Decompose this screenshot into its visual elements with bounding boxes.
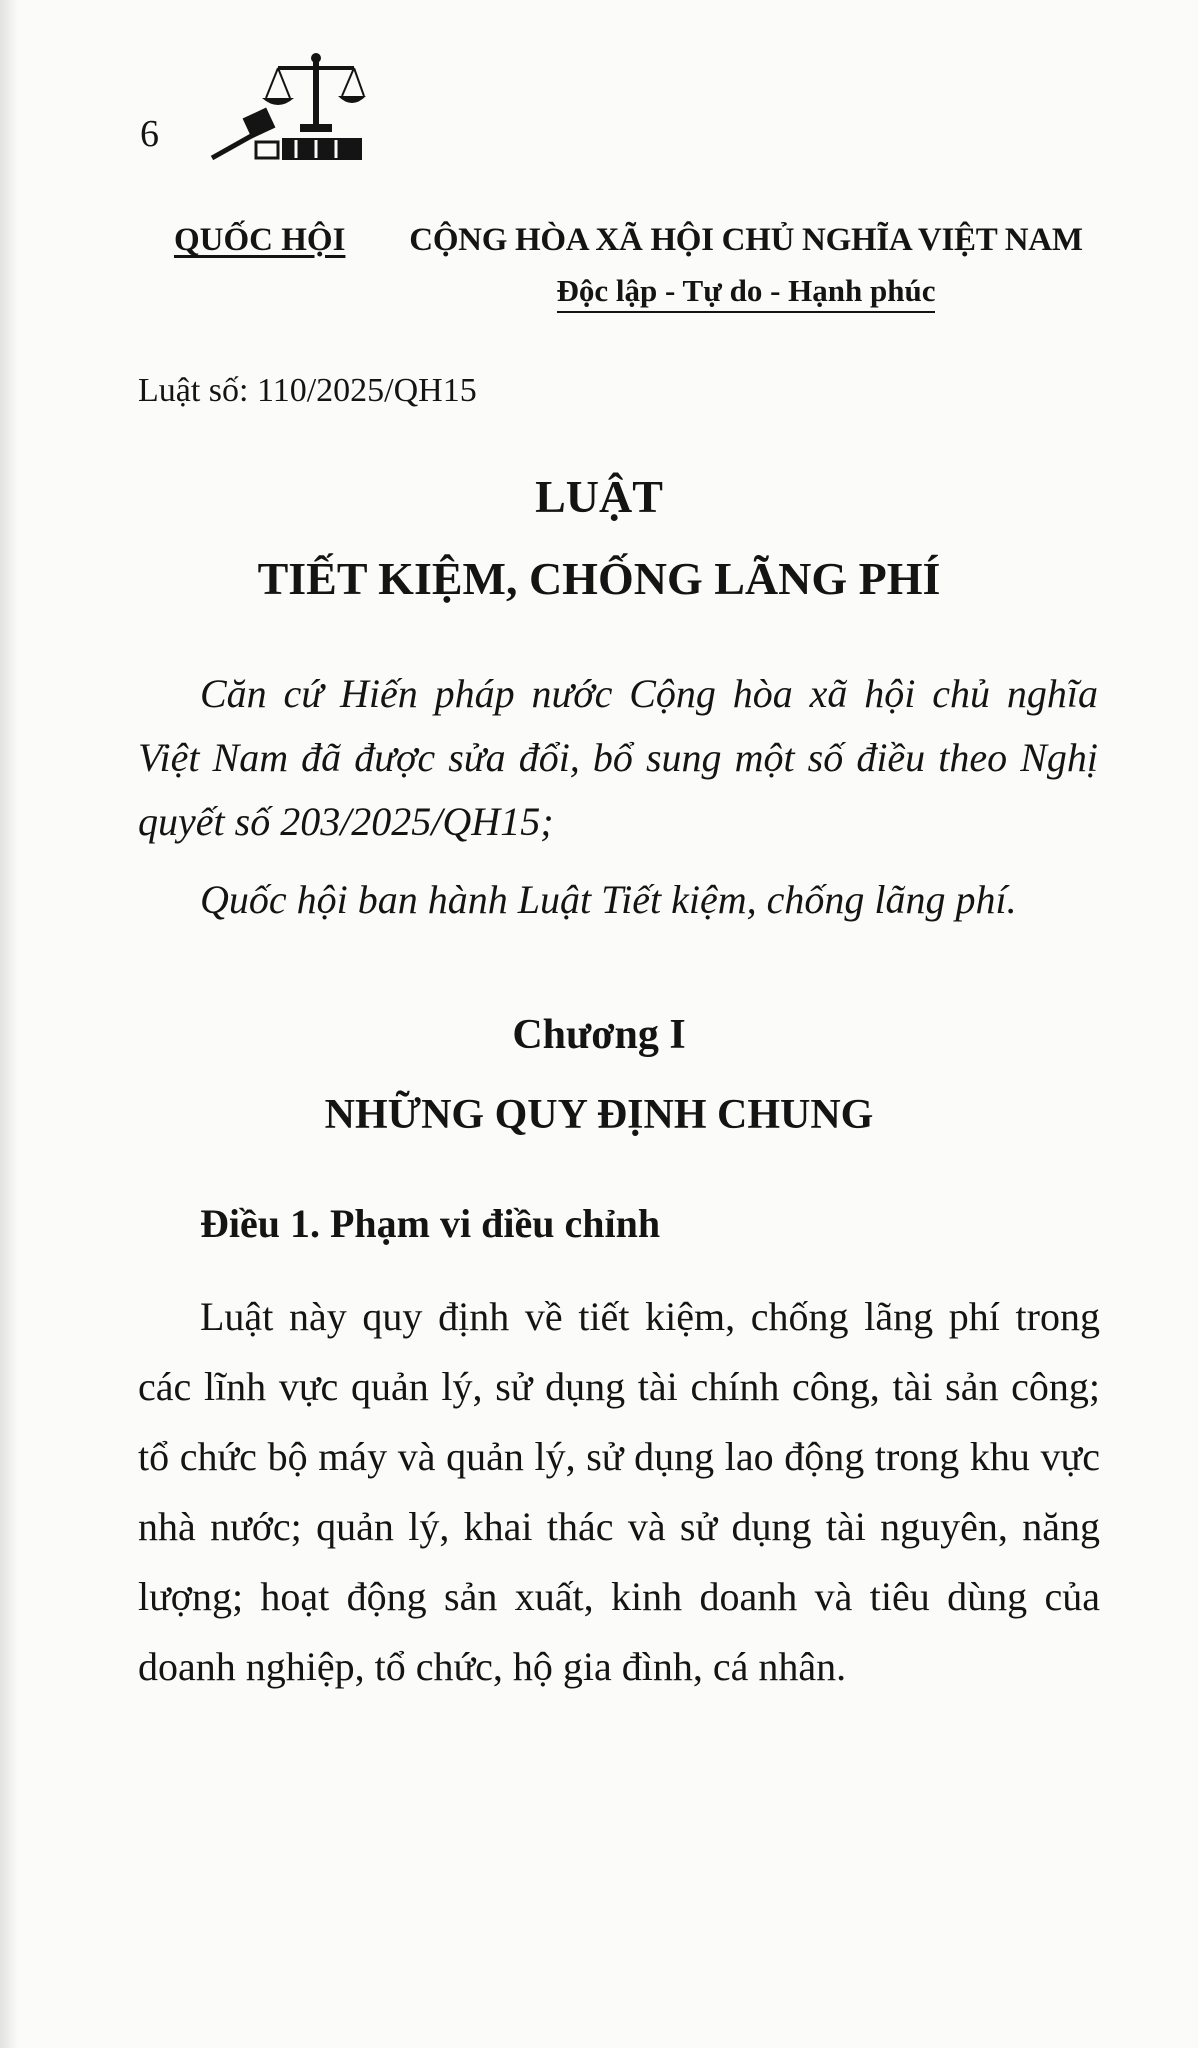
chapter-title: NHỮNG QUY ĐỊNH CHUNG [324,1092,874,1138]
preamble-paragraph-1: Căn cứ Hiến pháp nước Cộng hòa xã hội chủ nghĩa Việt Nam đã được sửa đổi, bổ sung một số điều theo Nghị quyết số 203/2025/QH15; [138,671,1098,844]
article-1-paragraph: Luật này quy định về tiết kiệm, chống lãng phí trong các lĩnh vực quản lý, sử dụng tài chính công, tài sản công; tổ chức bộ máy và quản lý, sử dụng lao động trong khu vực nhà nước; quản lý, khai thác và sử dụng tài nguyên, năng lượng; hoạt động sản xuất, kinh doanh và tiêu dùng của doanh nghiệp, tổ chức, hộ gia đình, cá nhân. [138,1294,1100,1689]
law-number: Luật số: 110/2025/QH15 [138,372,477,409]
law-title-line-2: TIẾT KIỆM, CHỐNG LÃNG PHÍ [257,553,941,604]
article-1-body [138,1282,1100,1702]
preamble [138,662,1098,932]
page-number: 6 [140,113,159,155]
issuer-text: QUỐC HỘI [174,222,346,258]
republic-name: CỘNG HÒA XÃ HỘI CHỦ NGHĨA VIỆT NAM [409,222,1083,258]
issuer-name [174,222,345,259]
chapter-label: Chương I [512,1012,686,1058]
chapter-heading [0,1005,1198,1145]
national-header [396,222,1096,313]
scales-of-justice-gavel-icon [206,50,366,162]
law-title [0,465,1198,611]
article-1-heading: Điều 1. Phạm vi điều chỉnh [200,1201,661,1246]
law-title-line-1: LUẬT [535,471,663,522]
preamble-paragraph-2: Quốc hội ban hành Luật Tiết kiệm, chống lãng phí. [200,877,1017,922]
national-motto: Độc lập - Tự do - Hạnh phúc [557,273,936,313]
